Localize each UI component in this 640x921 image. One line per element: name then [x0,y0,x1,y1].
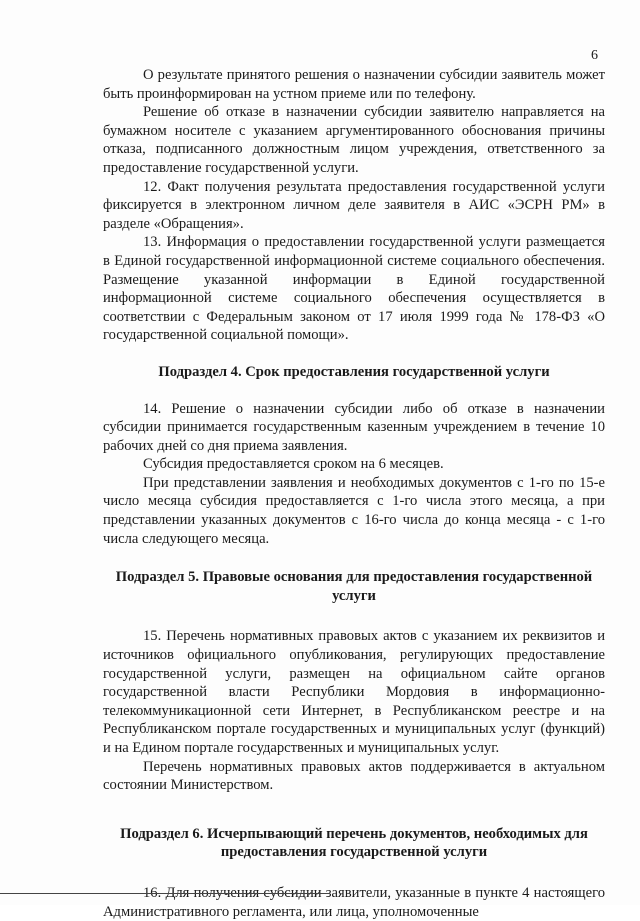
paragraph-result-info: О результате принятого решения о назначении субсидии заявитель может быть проинформирован на устном приеме или по телефону. [103,67,605,102]
page-number: 6 [591,48,598,63]
paragraph-14: 14. Решение о назначении субсидии либо об отказе в назначении субсидии принимается государственным казенным учреждением в течение 10 рабочих дней со дня приема заявления. [103,400,605,454]
footer-rule [0,893,330,894]
paragraph-subsidy-term: Субсидия предоставляется сроком на 6 месяцев. [143,456,444,473]
section-heading-4: Подраздел 4. Срок предоставления государственной услуги [158,363,550,380]
paragraph-16: 16. Для получения субсидии заявители, указанные в пункте 4 настоящего Административного регламента, или лица, уполномоченные [103,884,605,920]
paragraph-12: 12. Факт получения результата предоставления государственной услуги фиксируется в электронном личном деле заявителя в АИС «ЭСРН РМ» в разделе «Обращения». [103,178,605,232]
section-heading-6: Подраздел 6. Исчерпывающий перечень документов, необходимых для предоставления государственной услуги [120,825,588,861]
section-heading-5: Подраздел 5. Правовые основания для предоставления государственной услуги [115,569,593,604]
document-body [103,66,605,921]
paragraph-acts-maintenance: Перечень нормативных правовых актов поддерживается в актуальном состоянии Министерством. [103,758,605,794]
paragraph-13: 13. Информация о предоставлении государственной услуги размещается в Единой государственной информационной системе социального обеспечения. Размещение указанной информации в Единой государственной информационной системе социального обеспечения осуществляется в соответствии с Федеральным законом от 17 июля 1999 года № 178-ФЗ «О государственной социальной помощи». [103,234,605,344]
paragraph-15: 15. Перечень нормативных правовых актов с указанием их реквизитов и источников официального опубликования, регулирующих предоставление государственной услуги, размещен на официальном сайте органов государственной власти Республики Мордовия в информационно-телекоммуникационной сети Интернет, в Республиканском реестре и на Республиканском портале государственных и муниципальных услуг (функций) и на Едином портале государственных и муниципальных услуг. [103,628,605,756]
paragraph-subsidy-start: При представлении заявления и необходимых документов с 1-го по 15-е число месяца субсидия предоставляется с 1-го числа этого месяца, а при представлении указанных документов с 16-го числа до конца месяца - с 1-го числа следующего месяца. [103,474,605,547]
paragraph-refusal-decision: Решение об отказе в назначении субсидии заявителю направляется на бумажном носителе с указанием аргументированного обоснования причины отказа, подписанного должностным лицом учреждения, ответственного за предоставление государственной услуги. [103,104,605,176]
